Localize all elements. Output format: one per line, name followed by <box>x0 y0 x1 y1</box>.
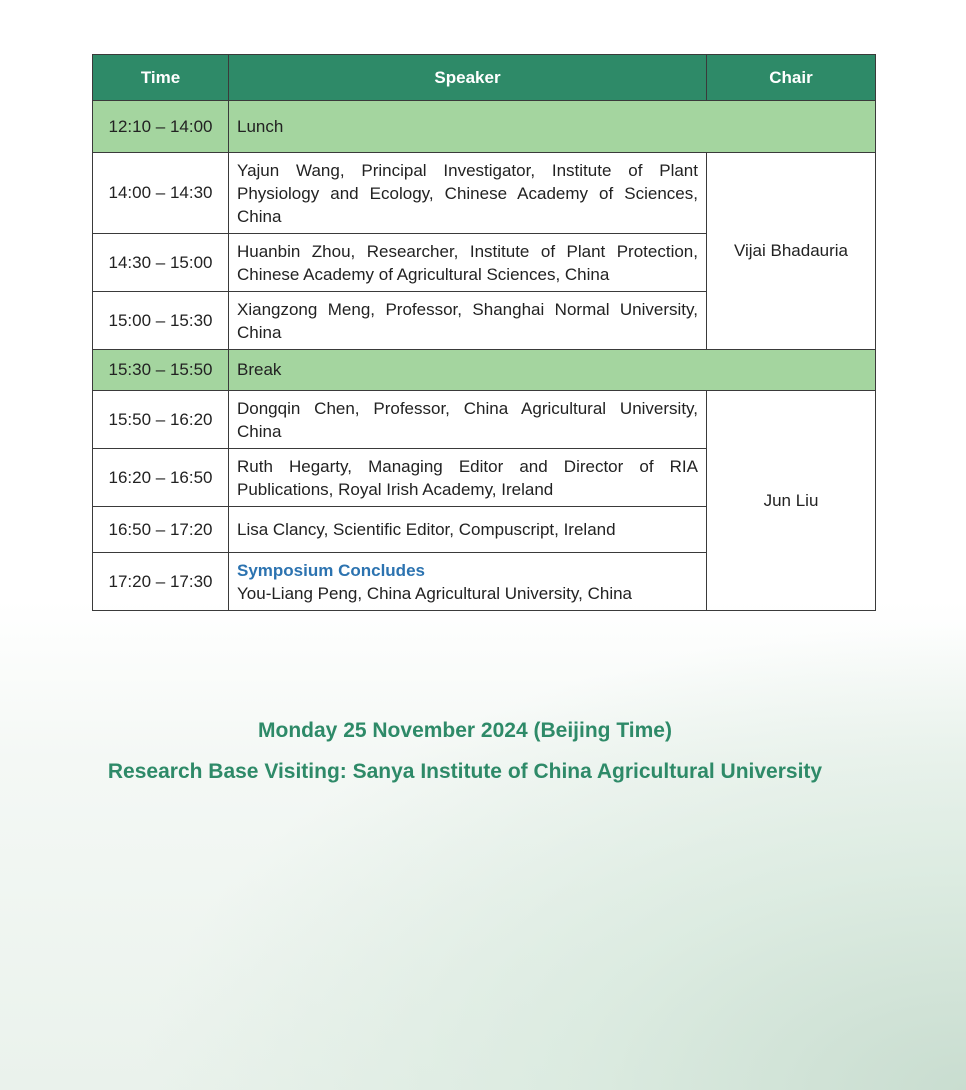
time-cell: 15:30 – 15:50 <box>93 350 229 391</box>
header-time: Time <box>93 55 229 101</box>
time-cell: 14:00 – 14:30 <box>93 153 229 234</box>
time-cell: 15:50 – 16:20 <box>93 391 229 449</box>
speaker-cell: Huanbin Zhou, Researcher, Institute of Plant Protection, Chinese Academy of Agricultural Sciences, China <box>229 234 707 292</box>
time-cell: 15:00 – 15:30 <box>93 292 229 350</box>
header-speaker: Speaker <box>229 55 707 101</box>
speaker-cell: Dongqin Chen, Professor, China Agricultural University, China <box>229 391 707 449</box>
speaker-cell: Xiangzong Meng, Professor, Shanghai Normal University, China <box>229 292 707 350</box>
table-row-lunch <box>93 101 876 153</box>
chair-cell-jun-liu: Jun Liu <box>707 391 876 611</box>
table-row <box>93 391 876 449</box>
speaker-cell: Ruth Hegarty, Managing Editor and Director of RIA Publications, Royal Irish Academy, Ireland <box>229 449 707 507</box>
break-cell: Break <box>229 350 876 391</box>
chair-cell-vijai-bhadauria: Vijai Bhadauria <box>707 153 876 350</box>
schedule-table <box>92 54 876 611</box>
time-cell: 16:20 – 16:50 <box>93 449 229 507</box>
visit-heading: Research Base Visiting: Sanya Institute of China Agricultural University <box>107 760 823 783</box>
lunch-cell: Lunch <box>229 101 876 153</box>
table-row <box>93 153 876 234</box>
time-cell: 12:10 – 14:00 <box>93 101 229 153</box>
closing-speaker: You-Liang Peng, China Agricultural University, China <box>237 583 633 603</box>
header-chair: Chair <box>707 55 876 101</box>
table-row-break <box>93 350 876 391</box>
symposium-concludes-title: Symposium Concludes <box>237 560 425 580</box>
time-cell: 17:20 – 17:30 <box>93 553 229 611</box>
speaker-cell: Yajun Wang, Principal Investigator, Institute of Plant Physiology and Ecology, Chinese Academy of Sciences, China <box>229 153 707 234</box>
speaker-cell <box>229 553 707 611</box>
table-header-row <box>93 55 876 101</box>
speaker-cell: Lisa Clancy, Scientific Editor, Compuscript, Ireland <box>229 507 707 553</box>
time-cell: 16:50 – 17:20 <box>93 507 229 553</box>
time-cell: 14:30 – 15:00 <box>93 234 229 292</box>
date-heading: Monday 25 November 2024 (Beijing Time) <box>258 719 672 742</box>
